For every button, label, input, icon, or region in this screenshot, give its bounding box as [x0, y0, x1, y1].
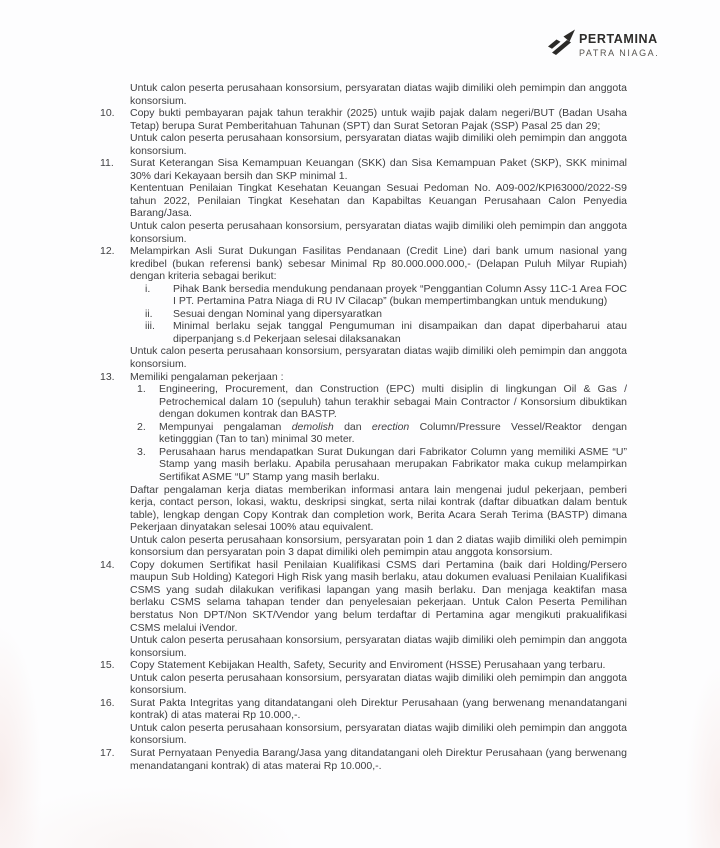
- list-item-17: [100, 747, 627, 772]
- logo-text: [579, 22, 659, 58]
- text-segment: Mempunyai pengalaman: [159, 420, 292, 433]
- consortium-note: Untuk calon peserta perusahaan konsorsium, persyaratan diatas wajib dimiliki oleh pemimpin dan anggota konsorsium.: [130, 634, 627, 659]
- sub-item-marker: 3.: [137, 445, 146, 458]
- list-number: 11.: [100, 157, 114, 170]
- sub-item-text: Engineering, Procurement, dan Construction (EPC) multi disiplin di lingkungan Oil & Gas / Petrochemical dalam 10 (sepuluh) tahun terakhir sebagai Main Contractor / Konsorsium dibuktikan dengan dokumen kontrak dan BASTP.: [159, 383, 627, 421]
- logo-subbrand-text: PATRA NIAGA.: [579, 48, 660, 58]
- item-9-continuation: [100, 82, 627, 107]
- sub-item-marker: 1.: [137, 383, 146, 396]
- text-segment: dan: [333, 420, 372, 433]
- sub-item-text: [159, 421, 627, 446]
- item-body: [130, 371, 627, 559]
- item-text: Surat Pakta Integritas yang ditandatangani oleh Direktur Perusahaan (yang berwenang menandatangani kontrak) di atas materai Rp 10.000,-.: [130, 696, 627, 722]
- text-segment: Column/Pressure Vessel/Reaktor dengan ketingggian (Tan to tan) minimal 30 meter.: [159, 420, 628, 446]
- consortium-note: Untuk calon peserta perusahaan konsorsium, persyaratan diatas wajib dimiliki oleh pemimpin dan anggota konsorsium.: [130, 220, 627, 245]
- item-body: [130, 82, 627, 107]
- sub-item-marker: ii.: [145, 307, 153, 320]
- item-text: Copy dokumen Sertifikat hasil Penilaian Kualifikasi CSMS dari Pertamina (baik dari Holding/Persero maupun Sub Holding) Kategori High Risk yang masih berlaku, atau dokumen evaluasi Penilaian Kualifikasi CSMS yang sudah dilakukan verifikasi lapangan yang masih berlaku. Dan menjaga keaktifan masa berlaku CSMS selama tahapan tender dan penyelesaian pekerjaan. Untuk Calon Peserta Pemilihan berstatus Non DPT/Non SKT/Vendor yang belum terdaftar di Pertamina agar mengikuti prakualifikasi CSMS melalui iVendor.: [130, 558, 627, 634]
- pertamina-logo: [548, 22, 659, 58]
- requirements-list: [100, 82, 627, 772]
- sub-item-iii: [130, 320, 627, 345]
- list-number: 12.: [100, 245, 115, 258]
- sub-item-1: [130, 383, 627, 421]
- item-text: Copy Statement Kebijakan Health, Safety, Security and Enviroment (HSSE) Perusahaan yang terbaru.: [130, 659, 606, 672]
- consortium-note: Untuk calon peserta perusahaan konsorsium, persyaratan diatas wajib dimiliki oleh pemimpin dan anggota konsorsium.: [130, 671, 627, 697]
- list-item-15: [100, 659, 627, 697]
- list-item-10: [100, 107, 627, 157]
- list-item-12: [100, 245, 627, 370]
- item-body: [130, 157, 627, 245]
- list-number: 15.: [100, 659, 115, 672]
- list-item-11: [100, 157, 627, 245]
- sub-item-i: [130, 283, 627, 308]
- item-body: [130, 747, 627, 772]
- sub-item-3: [130, 446, 627, 484]
- sub-item-marker: iii.: [145, 320, 155, 333]
- consortium-note: Untuk calon peserta perusahaan konsorsium, persyaratan diatas wajib dimiliki oleh pemimpin dan anggota konsorsium.: [130, 345, 627, 371]
- item-body: [130, 107, 627, 157]
- sub-item-ii: [130, 308, 627, 321]
- item-paragraph: Daftar pengalaman kerja diatas memberikan informasi antara lain mengenai judul pekerjaan, pemberi kerja, contact person, lokasi, waktu, deskripsi singkat, serta nilai kontrak (daftar dibuatkan dalam bentuk table), lengkap dengan Copy Kontrak dan completion work, Berita Acara Serah Terima (BASTP) dimana Pekerjaan dinyatakan selesai 100% atau equivalent.: [130, 483, 627, 534]
- item-text: Surat Pernyataan Penyedia Barang/Jasa yang ditandatangani oleh Direktur Perusahaan (yang berwenang menandatangani kontrak) di atas materai Rp 10.000,-.: [130, 746, 627, 772]
- sub-item-marker: i.: [145, 282, 151, 295]
- sub-item-text: Perusahaan harus mendapatkan Surat Dukungan dari Fabrikator Column yang memiliki ASME “U” Stamp yang masih berlaku. Apabila perusahaan merupakan Fabrikator maka cukup melampirkan Sertifikat ASME “U” Stamp yang masih berlaku.: [159, 445, 627, 483]
- sub-item-text: Minimal berlaku sejak tanggal Pengumuman ini disampaikan dan dapat diperbaharui atau diperpanjang s.d Pekerjaan selesai dilaksanakan: [173, 320, 627, 345]
- item-text: Melampirkan Asli Surat Dukungan Fasilitas Pendanaan (Credit Line) dari bank umum nasional yang kredibel (bukan referensi bank) sebesar Minimal Rp 80.000.000.000,- (Delapan Puluh Milyar Rupiah) dengan kriteria sebagai berikut:: [130, 245, 627, 283]
- list-item-13: [100, 371, 627, 559]
- logo-brand-text: PERTAMINA: [579, 32, 658, 46]
- list-number: 13.: [100, 370, 115, 383]
- item-paragraph: Kententuan Penilaian Tingkat Kesehatan Keuangan Sesuai Pedoman No. A09-002/KPI63000/2022-S9 tahun 2022, Penilaian Tingkat Kesehatan dan Kapabiltas Keuangan Perusahaan Calon Penyedia Barang/Jasa.: [130, 182, 627, 220]
- item-text: Copy bukti pembayaran pajak tahun terakhir (2025) untuk wajib pajak dalam negeri/BUT (Badan Usaha Tetap) berupa Surat Pemberitahuan Tahunan (SPT) dan Surat Setoran Pajak (SSP) Pasal 25 dan 29;: [130, 107, 627, 132]
- item-text: Memiliki pengalaman pekerjaan :: [130, 370, 284, 383]
- sub-item-text: Pihak Bank bersedia mendukung pendanaan proyek “Penggantian Column Assy 11C-1 Area FOC I PT. Pertamina Patra Niaga di RU IV Cilacap” (bukan mempertimbangkan untuk mendukung): [173, 282, 627, 308]
- list-item-16: [100, 697, 627, 747]
- consortium-note: Untuk calon peserta perusahaan konsorsium, persyaratan diatas wajib dimiliki oleh pemimpin dan anggota konsorsium.: [130, 82, 627, 107]
- item-paragraph: Untuk calon peserta perusahaan konsorsium, persyaratan poin 1 dan 2 diatas wajib dimiliki oleh pemimpin konsorsium dan persyaratan poin 3 dapat dimiliki oleh pemimpin atau anggota konsorsium.: [130, 533, 627, 559]
- list-number: 10.: [100, 107, 115, 120]
- sub-item-marker: 2.: [137, 420, 146, 433]
- item-body: [130, 659, 627, 697]
- sub-item-text: Sesuai dengan Nominal yang dipersyaratkan: [173, 307, 382, 320]
- sub-item-2: [130, 421, 627, 446]
- list-number: 14.: [100, 558, 115, 571]
- item-text: Surat Keterangan Sisa Kemampuan Keuangan (SKK) dan Sisa Kemampuan Paket (SKP), SKK minimal 30% dari Kekayaan bersih dan SKP minimal 1.: [130, 157, 627, 182]
- consortium-note: Untuk calon peserta perusahaan konsorsium, persyaratan diatas wajib dimiliki oleh pemimpin dan anggota konsorsium.: [130, 132, 627, 157]
- list-number-spacer: [100, 82, 130, 107]
- item-body: [130, 245, 627, 370]
- italic-text-segment: erection: [371, 420, 410, 433]
- italic-text-segment: demolish: [291, 420, 334, 433]
- pertamina-arrow-icon: [548, 25, 575, 56]
- list-number: 16.: [100, 696, 115, 709]
- list-number: 17.: [100, 746, 115, 759]
- item-body: [130, 559, 627, 659]
- list-item-14: [100, 559, 627, 659]
- consortium-note: Untuk calon peserta perusahaan konsorsium, persyaratan diatas wajib dimiliki oleh pemimpin dan anggota konsorsium.: [130, 721, 627, 747]
- item-body: [130, 697, 627, 747]
